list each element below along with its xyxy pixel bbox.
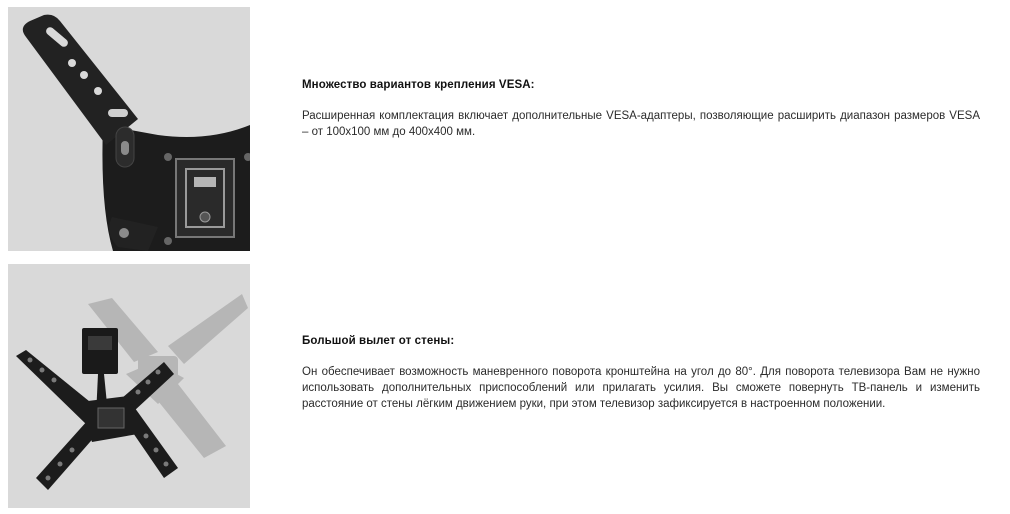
- feature-vesa: [302, 79, 980, 140]
- feature-description: Он обеспечивает возможность маневренного поворота кронштейна на угол до 80°. Для поворота телевизора Вам не нужно использовать дополнительных приспособлений или прилагать усилия. Вы сможете повернуть ТВ-панель и изменить расстояние от стены лёгким движением руки, при этом телевизор зафиксируется в настроенном положении.: [302, 366, 980, 410]
- wall-mount-swivel-image: [8, 264, 250, 508]
- vesa-adapter-image: [8, 7, 250, 251]
- feature-title: Большой вылет от стены:: [302, 335, 455, 347]
- feature-description: Расширенная комплектация включает дополнительные VESA-адаптеры, позволяющие расширить диапазон размеров VESA – от 100x100 мм до 400x400 мм.: [302, 110, 980, 138]
- feature-title: Множество вариантов крепления VESA:: [302, 79, 535, 91]
- feature-wall-extension: [302, 335, 980, 412]
